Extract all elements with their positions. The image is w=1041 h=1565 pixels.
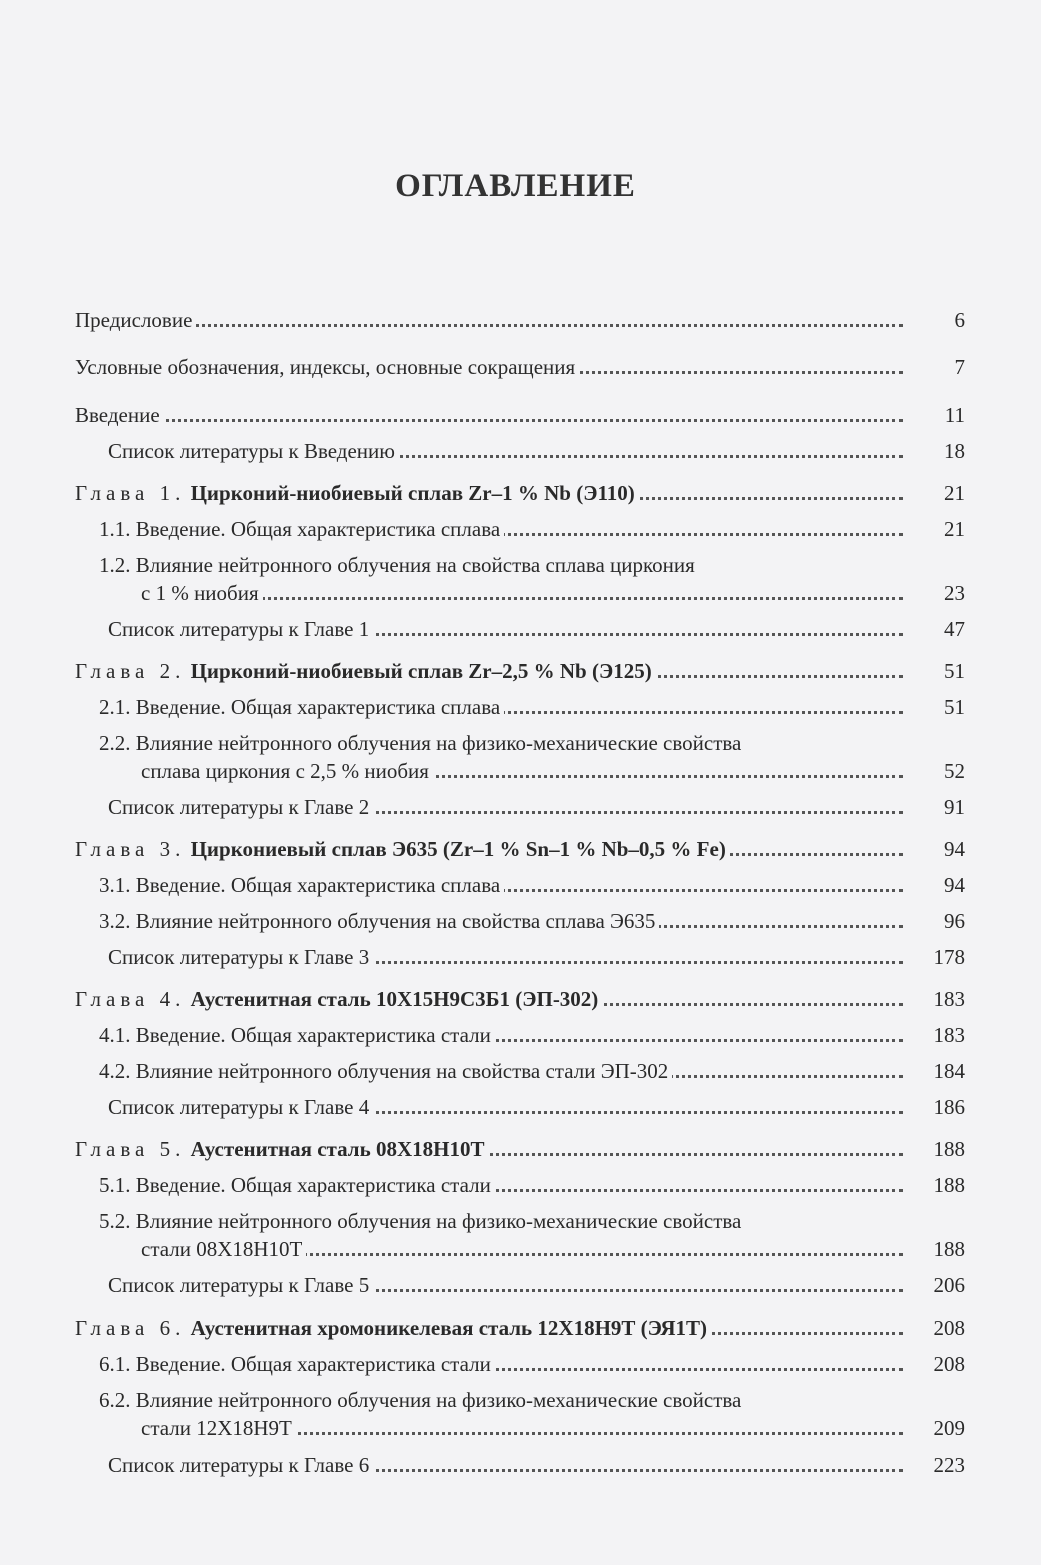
toc-entry-references bbox=[75, 1092, 965, 1122]
toc-page-number: 7 bbox=[954, 355, 965, 379]
toc-page-number: 223 bbox=[933, 1453, 965, 1477]
toc-section bbox=[75, 1056, 965, 1086]
toc-entry-text-line2: стали 08Х18Н10Т bbox=[75, 1234, 306, 1264]
toc-entry-text: Список литературы к Главе 2 bbox=[75, 792, 373, 822]
toc-entry-notations bbox=[75, 352, 965, 382]
toc-page-number: 208 bbox=[933, 1316, 965, 1340]
page-title: ОГЛАВЛЕНИЕ bbox=[395, 168, 636, 204]
leader-dots bbox=[75, 324, 903, 327]
chapter-label: Глава 2. bbox=[75, 659, 186, 683]
toc-page-number: 208 bbox=[933, 1352, 965, 1376]
toc-page-number: 183 bbox=[933, 987, 965, 1011]
toc-page-number: 209 bbox=[933, 1416, 965, 1440]
toc-page-number: 51 bbox=[944, 659, 965, 683]
toc-entry-text: Список литературы к Главе 3 bbox=[75, 942, 373, 972]
toc-chapter-5 bbox=[75, 1134, 965, 1164]
toc-section bbox=[75, 1020, 965, 1050]
toc-entry-text-line2: с 1 % ниобия bbox=[75, 578, 263, 608]
toc-entry-text: Условные обозначения, индексы, основные сокращения bbox=[75, 352, 579, 382]
toc-entry-text: Список литературы к Главе 1 bbox=[75, 614, 373, 644]
toc-section bbox=[75, 870, 965, 900]
chapter-title: Цирконий-ниобиевый сплав Zr–2,5 % Nb (Э125) bbox=[190, 659, 652, 683]
toc-section bbox=[75, 728, 965, 786]
toc-entry-text: 4.2. Влияние нейтронного облучения на свойства стали ЭП-302 bbox=[75, 1056, 672, 1086]
toc-page-number: 11 bbox=[944, 403, 965, 427]
toc-chapter-1 bbox=[75, 478, 965, 508]
toc-entry-text: 3.1. Введение. Общая характеристика сплава bbox=[75, 870, 504, 900]
toc-page-number: 188 bbox=[933, 1137, 965, 1161]
toc-entry-text: Введение bbox=[75, 400, 164, 430]
toc-entry-references bbox=[75, 614, 965, 644]
toc-entry-text: Список литературы к Введению bbox=[75, 436, 399, 466]
toc-page-number: 96 bbox=[944, 909, 965, 933]
chapter-label: Глава 1. bbox=[75, 481, 186, 505]
toc-page-number: 23 bbox=[944, 581, 965, 605]
chapter-label: Глава 4. bbox=[75, 987, 186, 1011]
toc-entry-text: Список литературы к Главе 4 bbox=[75, 1092, 373, 1122]
toc-page-number: 178 bbox=[933, 945, 965, 969]
toc-entry-text-line1: 1.2. Влияние нейтронного облучения на свойства сплава циркония bbox=[75, 550, 699, 580]
toc-entry-references bbox=[75, 1450, 965, 1480]
toc-entry-references bbox=[75, 942, 965, 972]
toc-entry-text: 2.1. Введение. Общая характеристика сплава bbox=[75, 692, 504, 722]
toc-entry-text: 6.1. Введение. Общая характеристика стали bbox=[75, 1349, 495, 1379]
toc-chapter-3 bbox=[75, 834, 965, 864]
toc-page-number: 21 bbox=[944, 481, 965, 505]
chapter-title: Аустенитная сталь 08Х18Н10Т bbox=[190, 1137, 485, 1161]
chapter-title: Аустенитная хромоникелевая сталь 12Х18Н9Т (ЭЯ1Т) bbox=[190, 1316, 708, 1340]
toc-page-number: 188 bbox=[933, 1237, 965, 1261]
toc-entry-introduction bbox=[75, 400, 965, 430]
toc-entry-text: Предисловие bbox=[75, 305, 196, 335]
toc-section bbox=[75, 692, 965, 722]
leader-dots bbox=[75, 419, 903, 422]
toc-entry-text: 3.2. Влияние нейтронного облучения на свойства сплава Э635 bbox=[75, 906, 659, 936]
toc-entry-text: 4.1. Введение. Общая характеристика стали bbox=[75, 1020, 495, 1050]
toc-page-number: 52 bbox=[944, 759, 965, 783]
chapter-label: Глава 5. bbox=[75, 1137, 186, 1161]
toc-chapter-6 bbox=[75, 1313, 965, 1343]
toc-entry-references bbox=[75, 1270, 965, 1300]
toc-page-number: 18 bbox=[944, 439, 965, 463]
toc-chapter-2 bbox=[75, 656, 965, 686]
toc-page-number: 51 bbox=[944, 695, 965, 719]
toc-entry-text-line2: стали 12Х18Н9Т bbox=[75, 1413, 296, 1443]
toc-entry-references bbox=[75, 436, 965, 466]
toc-page-number: 184 bbox=[933, 1059, 965, 1083]
toc-section bbox=[75, 1385, 965, 1443]
toc-entry-text: 5.1. Введение. Общая характеристика стали bbox=[75, 1170, 495, 1200]
chapter-title: Цирконий-ниобиевый сплав Zr–1 % Nb (Э110) bbox=[190, 481, 635, 505]
toc-section bbox=[75, 514, 965, 544]
toc-page-number: 91 bbox=[944, 795, 965, 819]
toc-page-number: 94 bbox=[944, 837, 965, 861]
chapter-title: Аустенитная сталь 10Х15Н9С3Б1 (ЭП-302) bbox=[190, 987, 599, 1011]
toc-page-number: 188 bbox=[933, 1173, 965, 1197]
chapter-title: Циркониевый сплав Э635 (Zr–1 % Sn–1 % Nb–0,5 % Fe) bbox=[190, 837, 726, 861]
toc-entry-preface bbox=[75, 305, 965, 335]
toc-entry-text-line1: 2.2. Влияние нейтронного облучения на физико-механические свойства bbox=[75, 728, 745, 758]
toc-entry-text-line2: сплава циркония с 2,5 % ниобия bbox=[75, 756, 433, 786]
toc-entry-text: Список литературы к Главе 5 bbox=[75, 1270, 373, 1300]
toc-page-number: 6 bbox=[954, 308, 965, 332]
toc-chapter-4 bbox=[75, 984, 965, 1014]
toc-page-number: 186 bbox=[933, 1095, 965, 1119]
toc-page-number: 206 bbox=[933, 1273, 965, 1297]
toc-entry-text: 1.1. Введение. Общая характеристика сплава bbox=[75, 514, 504, 544]
toc-entry-text-line1: 5.2. Влияние нейтронного облучения на физико-механические свойства bbox=[75, 1206, 745, 1236]
chapter-label: Глава 6. bbox=[75, 1316, 186, 1340]
toc-entry-text-line1: 6.2. Влияние нейтронного облучения на физико-механические свойства bbox=[75, 1385, 745, 1415]
toc-section bbox=[75, 1206, 965, 1264]
toc-page-number: 183 bbox=[933, 1023, 965, 1047]
toc-section bbox=[75, 906, 965, 936]
chapter-label: Глава 3. bbox=[75, 837, 186, 861]
toc-entry-text: Список литературы к Главе 6 bbox=[75, 1450, 373, 1480]
toc-page-number: 21 bbox=[944, 517, 965, 541]
toc-section bbox=[75, 550, 965, 608]
toc-entry-references bbox=[75, 792, 965, 822]
toc-page-number: 47 bbox=[944, 617, 965, 641]
toc-section bbox=[75, 1170, 965, 1200]
toc-section bbox=[75, 1349, 965, 1379]
toc-page-number: 94 bbox=[944, 873, 965, 897]
